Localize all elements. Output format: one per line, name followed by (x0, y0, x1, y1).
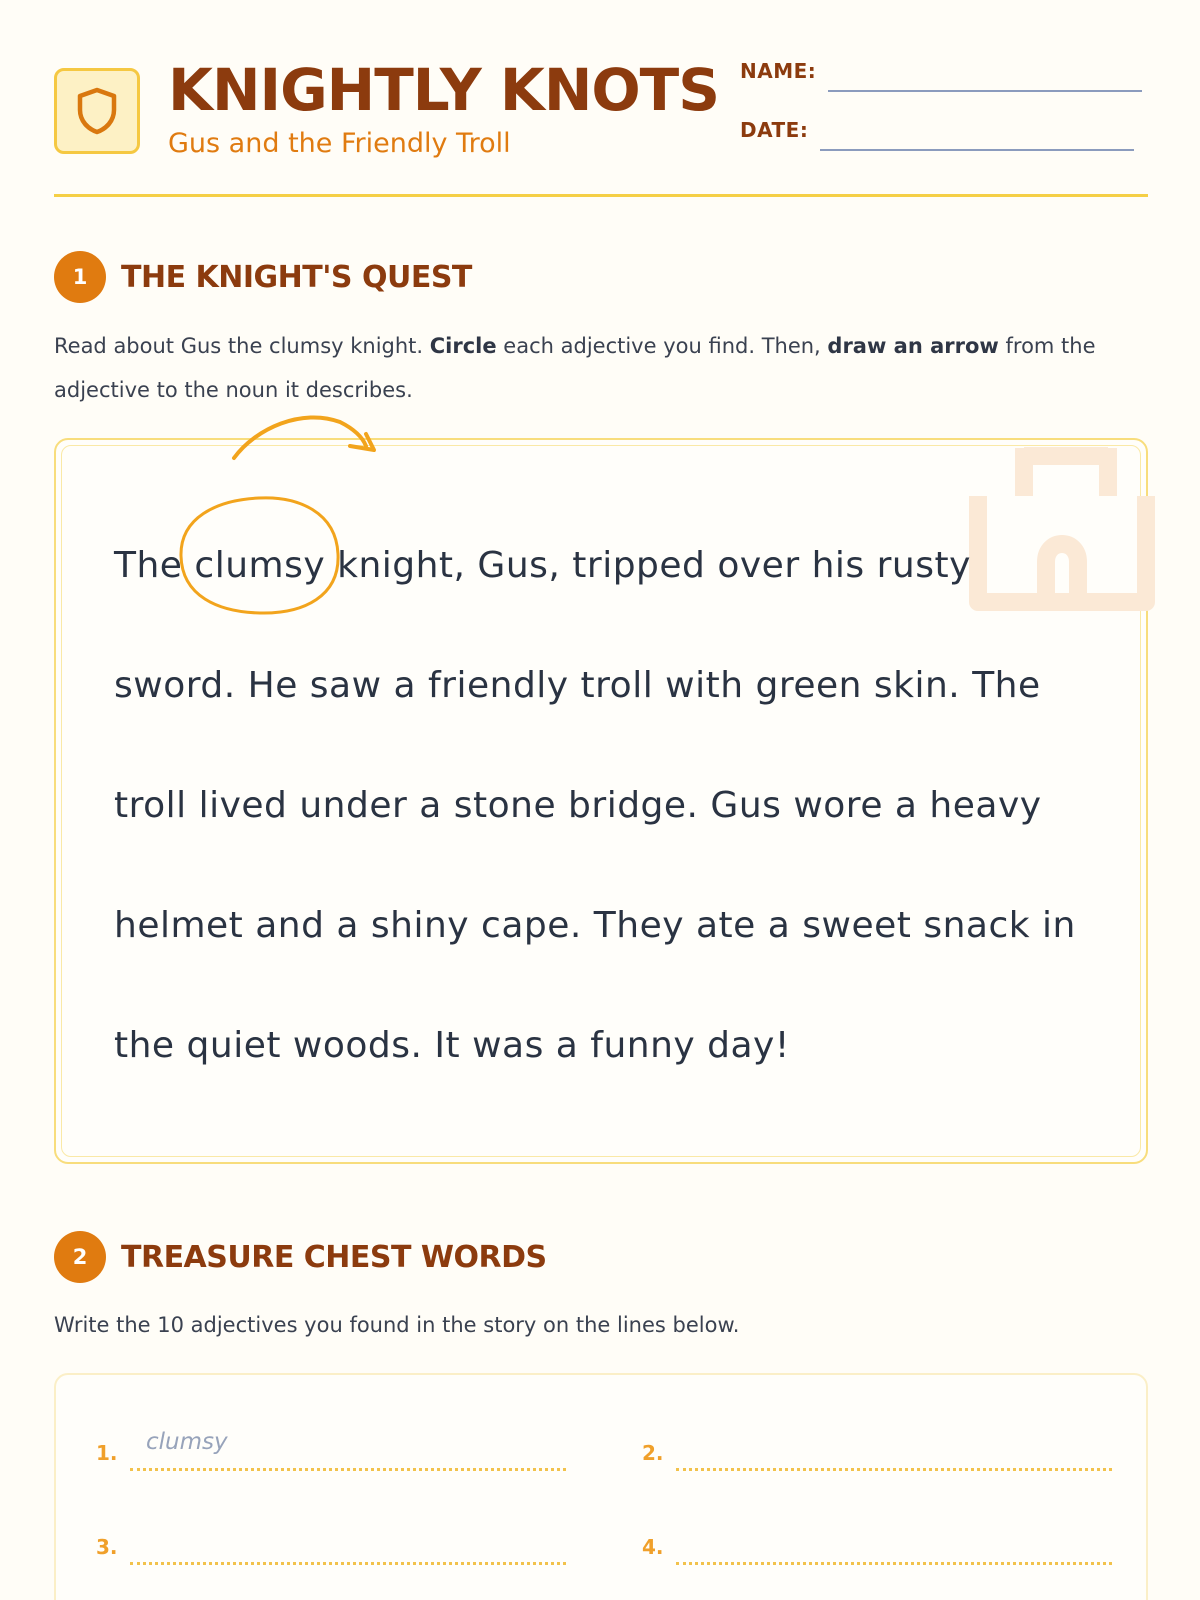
section-1-instructions (54, 324, 1148, 412)
story-adjective: clumsy (194, 545, 326, 586)
answer-row[interactable] (642, 1431, 1122, 1471)
section-2-instructions: Write the 10 adjectives you found in the story on the lines below. (54, 1313, 740, 1337)
date-label: DATE: (740, 118, 809, 142)
answer-number: 4. (642, 1535, 664, 1559)
instruction-text: each adjective you find. Then, (496, 334, 828, 358)
story-line-1 (114, 506, 1104, 626)
answer-row[interactable] (642, 1525, 1122, 1565)
instruction-emphasis: draw an arrow (827, 334, 999, 358)
section-2-heading (54, 1231, 547, 1283)
instruction-text: from the adjective to the noun it describes. (54, 334, 1096, 402)
answer-row[interactable] (96, 1525, 576, 1565)
story-line-5: the quiet woods. It was a funny day! (114, 1025, 790, 1066)
answer-number: 3. (96, 1535, 118, 1559)
answer-row[interactable] (96, 1431, 576, 1471)
date-field[interactable] (820, 149, 1134, 151)
answer-number: 2. (642, 1441, 664, 1465)
section-title: TREASURE CHEST WORDS (121, 1239, 547, 1275)
section-number-badge: 2 (54, 1231, 106, 1283)
instruction-text: Read about Gus the clumsy knight. (54, 334, 430, 358)
section-1-heading (54, 251, 472, 303)
answer-value: clumsy (146, 1429, 228, 1455)
answer-box (54, 1373, 1148, 1600)
story-paragraph (114, 506, 1104, 1106)
answer-line[interactable] (676, 1562, 1112, 1565)
instruction-emphasis: Circle (429, 334, 497, 358)
name-field[interactable] (828, 90, 1142, 92)
section-number-badge: 1 (54, 251, 106, 303)
story-line-4: helmet and a shiny cape. They ate a sweet snack in (114, 905, 1076, 946)
logo-badge (54, 68, 140, 154)
story-text-segment: The (114, 545, 195, 586)
answer-number: 1. (96, 1441, 118, 1465)
answer-line[interactable] (130, 1468, 566, 1471)
circled-adjective[interactable] (194, 506, 325, 626)
story-box (54, 438, 1148, 1164)
story-text-segment: knight, Gus, tripped over his rusty (325, 545, 971, 586)
answer-line[interactable] (130, 1562, 566, 1565)
section-title: THE KNIGHT'S QUEST (121, 259, 472, 295)
name-label: NAME: (740, 59, 817, 83)
header-divider (54, 194, 1148, 197)
answer-line[interactable] (676, 1468, 1112, 1471)
worksheet-title: KNIGHTLY KNOTS (168, 56, 720, 124)
story-line-3: troll lived under a stone bridge. Gus wore a heavy (114, 785, 1042, 826)
shield-icon (75, 86, 119, 136)
worksheet-header (54, 54, 1148, 198)
story-line-2: sword. He saw a friendly troll with green skin. The (114, 665, 1041, 706)
worksheet-subtitle: Gus and the Friendly Troll (168, 128, 511, 159)
